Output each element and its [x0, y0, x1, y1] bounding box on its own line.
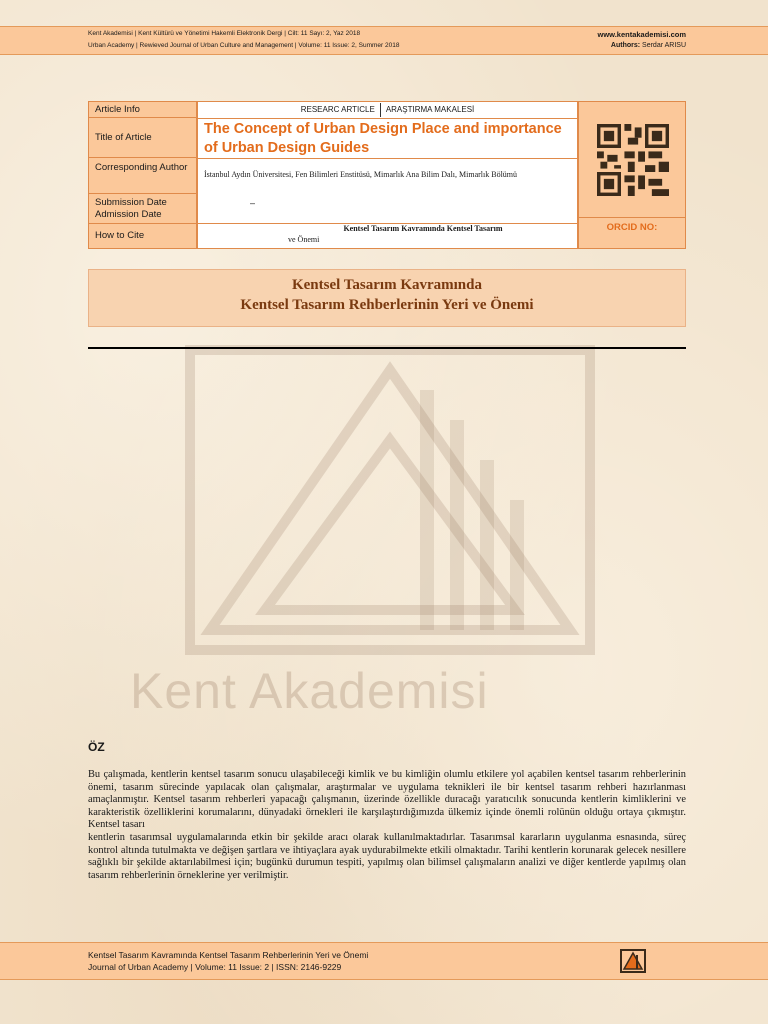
title-tr-line-2: Kentsel Tasarım Rehberlerinin Yeri ve Önemi [240, 297, 534, 313]
how-to-cite-value [288, 223, 558, 245]
type-separator [380, 103, 381, 117]
abstract-heading: ÖZ [88, 740, 105, 754]
qr-orcid-column [578, 101, 686, 249]
article-info-table [88, 101, 686, 249]
divider-orcid [579, 217, 685, 218]
date-dash: – [250, 198, 256, 208]
article-type-row [198, 102, 577, 119]
journal-footer [0, 942, 768, 980]
info-value-column [197, 101, 578, 249]
header-line-tr: Kent Akademisi | Kent Kültürü ve Yönetimi Hakemli Elektronik Dergi | Cilt: 11 Sayı: 2, Yaz 2018 [88, 30, 361, 37]
cite-line-1: Kentsel Tasarım Kavramında Kentsel Tasarım [343, 224, 503, 233]
authors-line [611, 42, 686, 49]
label-how-to-cite: How to Cite [95, 230, 145, 241]
journal-header [0, 26, 768, 55]
article-type-en: RESEARC ARTICLE [300, 105, 375, 114]
abstract-body [88, 769, 686, 882]
cite-line-2: ve Önemi [288, 235, 320, 244]
authors-label: Authors: [610, 42, 641, 49]
article-title-tr [88, 269, 686, 327]
abstract-paragraph-1: Bu çalışmada, kentlerin kentsel tasarım sonucu ulaşabileceği kimlik ve bu kimliğin olumlu etkilere yol açabilen kentsel tasarım rehberlerinin önemi, tasarım sürecinde yapılacak olan çalışmalar, araştırmalar ve uygulama teknikleri ile bir kentsel tasarım rehberi hazırlanması amaçlanmıştır. Kentsel tasarım rehberleri yapacağı çalışmanın, üzerinde özellikle duracağı yaratıcılık sonucunda kentlerin kimliklerini ve karakteristik özelliklerini korumalarını, dünyadaki örnekleri ile karşılaştırdığımızda ülkemiz içinde önemli rolünün olduğu ortaya çıkmıştır. Kentsel tasarı [88, 769, 686, 831]
title-tr-line-1: Kentsel Tasarım Kavramında [291, 277, 482, 293]
label-admission-date: Admission Date [95, 209, 162, 220]
section-rule [88, 347, 686, 349]
article-type-tr: ARAŞTIRMA MAKALESİ [385, 105, 475, 114]
author-affiliation: İstanbul Aydın Üniversitesi, Fen Bilimleri Enstitüsü, Mimarlık Ana Bilim Dalı, Mimarlık Bölümü [204, 170, 518, 179]
authors-value: Serdar ARISU [642, 42, 686, 49]
footer-journal-info: Journal of Urban Academy | Volume: 11 Issue: 2 | ISSN: 2146-9229 [88, 962, 342, 972]
journal-logo-icon [620, 949, 646, 973]
label-dates [89, 194, 196, 224]
label-article-info: Article Info [89, 102, 196, 118]
orcid-label: ORCID NO: [606, 222, 658, 233]
abstract-paragraph-2: kentlerin tasarımsal uygulamalarında etkin bir şekilde aracı olarak kullanılmaktadırlar. Tasarımsal kararların uygulanma esnasında, süreç kontrol altında tutulmakta ve değişen şartlara ve ihtiyaçlara ayak uydurabilmekte etkili olmaktadır. Tarihi kentlerin korunarak gelecek nesillere sağlıklı bir şekilde aktarılabilmesi için; bugünkü durumun tespiti, yapılmış olan bilimsel çalışmaların analizi ve diğer kentlerde yapılmış olan tasarım rehberlerinin örneklerine yer verilmiştir. [88, 831, 686, 881]
watermark-text: Kent Akademisi [130, 663, 489, 719]
info-label-column [88, 101, 197, 249]
label-title-of-article: Title of Article [89, 118, 196, 158]
label-corresponding-author: Corresponding Author [89, 158, 196, 194]
qr-code-icon[interactable] [597, 124, 669, 196]
footer-article-title: Kentsel Tasarım Kavramında Kentsel Tasarım Rehberlerinin Yeri ve Önemi [88, 950, 369, 960]
label-submission-date: Submission Date [95, 197, 167, 208]
website-link[interactable]: www.kentakademisi.com [597, 30, 686, 39]
divider-title [198, 158, 577, 159]
article-title-en: The Concept of Urban Design Place and importance of Urban Design Guides [204, 121, 562, 156]
header-line-en: Urban Academy | Rewieved Journal of Urban Culture and Management | Volume: 11 Issue: 2, Summer 2018 [88, 42, 400, 49]
